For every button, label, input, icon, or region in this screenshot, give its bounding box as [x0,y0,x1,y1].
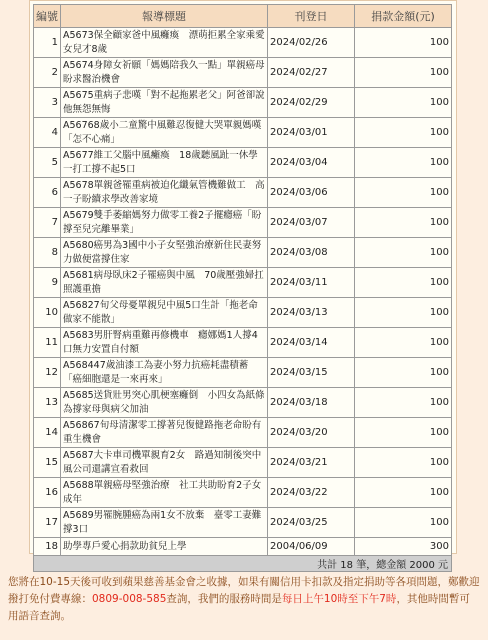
row-number: 5 [34,148,61,178]
row-date: 2024/03/04 [268,148,355,178]
table-row [34,148,452,178]
row-title: A5679雙手萎縮媽努力做零工養2子擺癮癌「盼撐至兒完離畢業」 [61,208,268,238]
row-number: 2 [34,58,61,88]
row-title: A5674身障女祈願「媽媽陪我久一點」單親癌母盼求醫治機會 [61,58,268,88]
row-date: 2024/03/20 [268,418,355,448]
table-row [34,238,452,268]
row-number: 16 [34,478,61,508]
row-date: 2024/03/11 [268,268,355,298]
row-number: 10 [34,298,61,328]
row-amount: 100 [355,508,452,538]
notice-part-b: 查詢，我們的服務時間是 [166,593,282,605]
row-date: 2024/03/14 [268,328,355,358]
row-number: 17 [34,508,61,538]
row-date: 2024/03/07 [268,208,355,238]
row-date: 2024/03/13 [268,298,355,328]
table-row [34,58,452,88]
row-title: A56768歲小二童驚中風難忍復健大哭單親媽嘆「怎不心痛」 [61,118,268,148]
table-row [34,208,452,238]
row-number: 15 [34,448,61,478]
row-number: 8 [34,238,61,268]
table-row [34,268,452,298]
row-date: 2024/02/27 [268,58,355,88]
row-date: 2024/03/18 [268,388,355,418]
row-title: A5687大卡車司機單親育2女 路過知制後突中風公司還講宣看救回 [61,448,268,478]
row-date: 2024/03/25 [268,508,355,538]
row-amount: 100 [355,298,452,328]
row-title: A5689男罹腕腫癌為兩1女不放棄 臺零工妻難撐3口 [61,508,268,538]
table-row [34,508,452,538]
row-amount: 100 [355,58,452,88]
row-amount: 100 [355,478,452,508]
row-number: 14 [34,418,61,448]
row-date: 2024/03/21 [268,448,355,478]
row-number: 1 [34,28,61,58]
table-row [34,88,452,118]
row-date: 2024/02/29 [268,88,355,118]
table-row [34,448,452,478]
table-row [34,358,452,388]
row-number: 13 [34,388,61,418]
header-amount: 捐款金額(元) [355,5,452,28]
summary-row [34,556,452,572]
row-number: 7 [34,208,61,238]
notice-part-a: 您將在10-15天後可收到蘋果慈善基金會之收據，如果有關信用卡扣款及指定捐助等各項問題，鄭歡迎撥打免付費專線： [8,576,480,605]
row-date: 2024/03/06 [268,178,355,208]
table-row [34,118,452,148]
table-row [34,298,452,328]
row-date: 2024/03/08 [268,238,355,268]
row-number: 3 [34,88,61,118]
table-row [34,478,452,508]
row-title: A5675重病子悲嘆「對不起拖累老父」阿爸卻說他無怨無悔 [61,88,268,118]
row-amount: 100 [355,118,452,148]
donation-table [33,4,452,572]
table-header-row [34,5,452,28]
notice-text [8,574,480,625]
row-title: A5688單親癌母堅強治療 社工共助盼育2子女成年 [61,478,268,508]
row-amount: 100 [355,208,452,238]
row-date: 2024/03/15 [268,358,355,388]
row-amount: 100 [355,388,452,418]
row-number: 6 [34,178,61,208]
summary-total: 共計 18 筆，總金額 2000 元 [34,556,452,572]
table-row [34,418,452,448]
table-row [34,178,452,208]
header-date: 刊登日 [268,5,355,28]
row-date: 2024/03/01 [268,118,355,148]
row-number: 9 [34,268,61,298]
row-number: 12 [34,358,61,388]
row-title: A5677維工父腦中風癱瘓 18歲聽風趾一休學一打工撐不起5口 [61,148,268,178]
notice-part-c: ，其他時間暫可用語音查詢。 [8,593,470,622]
row-amount: 300 [355,538,452,556]
row-title: A5685送貨壯男突心肌梗塞癱倒 小四女為紙條為撐家母與病父加油 [61,388,268,418]
row-title: A56867旬母清潔零工撐著兒復健路拖老命盼有重生機會 [61,418,268,448]
header-title: 報導標題 [61,5,268,28]
row-number: 11 [34,328,61,358]
table-row [34,538,452,556]
row-title: 助學專戶愛心捐款助貧兒上學 [61,538,268,556]
row-amount: 100 [355,178,452,208]
row-amount: 100 [355,418,452,448]
row-title: A5680癌男為3國中小子女堅強治療新住民妻努力做便當撐住家 [61,238,268,268]
row-amount: 100 [355,328,452,358]
row-title: A5683男肝腎病重難再修機車 癮娜媽1人撐4口無力安置自付額 [61,328,268,358]
row-date: 2004/06/09 [268,538,355,556]
row-amount: 100 [355,268,452,298]
row-amount: 100 [355,88,452,118]
row-date: 2024/03/22 [268,478,355,508]
row-title: A5681病母臥床2子罹癌與中風 70歲壓強婦扛照護重擔 [61,268,268,298]
service-hours: 每日上午10時至下午7時 [281,593,397,605]
row-number: 18 [34,538,61,556]
row-amount: 100 [355,238,452,268]
row-title: A5673保全顧家爸中風癱瘓 漂萌拒累全家乘愛女兒才8歲 [61,28,268,58]
header-no: 編號 [34,5,61,28]
table-row [34,388,452,418]
row-title: A56827旬父母憂單親兒中風5口生計「拖老命做家不能散」 [61,298,268,328]
row-amount: 100 [355,358,452,388]
table-row [34,28,452,58]
row-amount: 100 [355,148,452,178]
hotline-number: 0809-008-585 [92,593,167,605]
row-number: 4 [34,118,61,148]
row-title: A5678單親爸罹重病被迫化纖氣管機難做工 高一子盼續求學改善家境 [61,178,268,208]
row-amount: 100 [355,448,452,478]
row-amount: 100 [355,28,452,58]
row-date: 2024/02/26 [268,28,355,58]
table-row [34,328,452,358]
row-title: A568447歲油漆工為妻小努力抗癌耗盡積蓄「癌細胞還是一來再來」 [61,358,268,388]
